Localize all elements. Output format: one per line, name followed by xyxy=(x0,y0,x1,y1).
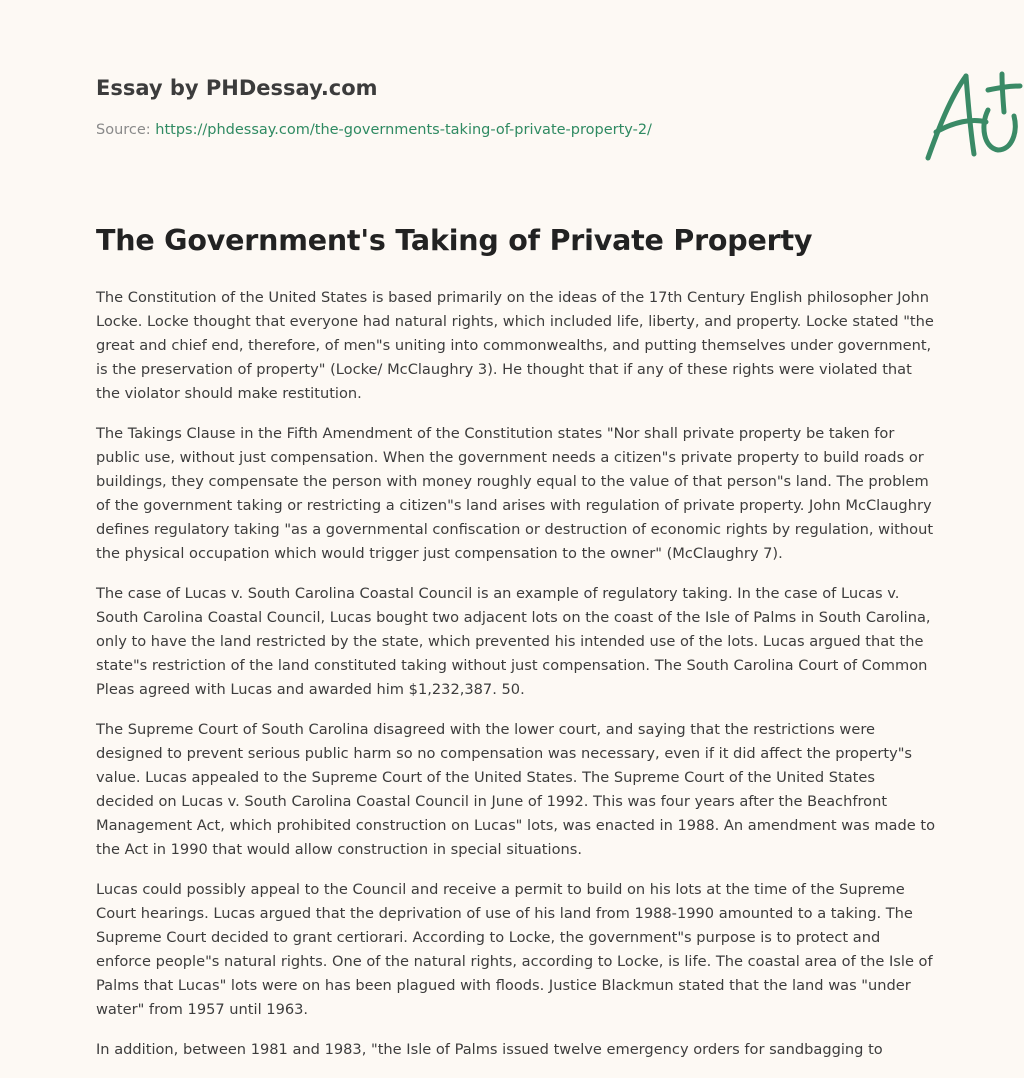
source-link[interactable]: https://phdessay.com/the-governments-taking-of-private-property-2/ xyxy=(155,122,652,138)
site-brand: Essay by PHDessay.com xyxy=(96,76,378,100)
essay-title: The Government's Taking of Private Property xyxy=(96,224,813,257)
essay-paragraph: The Constitution of the United States is based primarily on the ideas of the 17th Century English philosopher John Locke. Locke thought that everyone had natural rights, which included life, liberty, and property. Locke stated "the great and chief end, therefore, of men"s uniting into commonwealths, and putting themselves under government, is the preservation of property" (Locke/ McClaughry 3). He thought that if any of these rights were violated that the violator should make restitution. xyxy=(96,289,934,402)
essay-body xyxy=(96,286,936,1078)
source-line xyxy=(96,122,652,138)
a-plus-grade-icon xyxy=(916,68,1024,164)
essay-paragraph: The Takings Clause in the Fifth Amendment of the Constitution states "Nor shall private property be taken for public use, without just compensation. When the government needs a citizen"s private property to build roads or buildings, they compensate the person with money roughly equal to the value of that person"s land. The problem of the government taking or restricting a citizen"s land arises with regulation of private property. John McClaughry defines regulatory taking "as a governmental confiscation or destruction of economic rights by regulation, without the physical occupation which would trigger just compensation to the owner" (McClaughry 7). xyxy=(96,425,934,562)
source-label: Source: xyxy=(96,122,151,138)
essay-paragraph: The case of Lucas v. South Carolina Coastal Council is an example of regulatory taking. In the case of Lucas v. South Carolina Coastal Council, Lucas bought two adjacent lots on the coast of the Isle of Palms in South Carolina, only to have the land restricted by the state, which prevented his intended use of the lots. Lucas argued that the state"s restriction of the land constituted taking without just compensation. The South Carolina Court of Common Pleas agreed with Lucas and awarded him $1,232,387. 50. xyxy=(96,585,931,698)
essay-paragraph: The Supreme Court of South Carolina disagreed with the lower court, and saying that the restrictions were designed to prevent serious public harm so no compensation was necessary, even if it did affect the property"s value. Lucas appealed to the Supreme Court of the United States. The Supreme Court of the United States decided on Lucas v. South Carolina Coastal Council in June of 1992. This was four years after the Beachfront Management Act, which prohibited construction on Lucas" lots, was enacted in 1988. An amendment was made to the Act in 1990 that would allow construction in special situations. xyxy=(96,721,936,858)
essay-paragraph: In addition, between 1981 and 1983, "the Isle of Palms issued twelve emergency orders for sandbagging to xyxy=(96,1041,883,1058)
essay-paragraph: Lucas could possibly appeal to the Council and receive a permit to build on his lots at the time of the Supreme Court hearings. Lucas argued that the deprivation of use of his land from 1988-1990 amounted to a taking. The Supreme Court decided to grant certiorari. According to Locke, the government"s purpose is to protect and enforce people"s natural rights. One of the natural rights, according to Locke, is life. The coastal area of the Isle of Palms that Lucas" lots were on has been plagued with floods. Justice Blackmun stated that the land was "under water" from 1957 until 1963. xyxy=(96,881,933,1018)
